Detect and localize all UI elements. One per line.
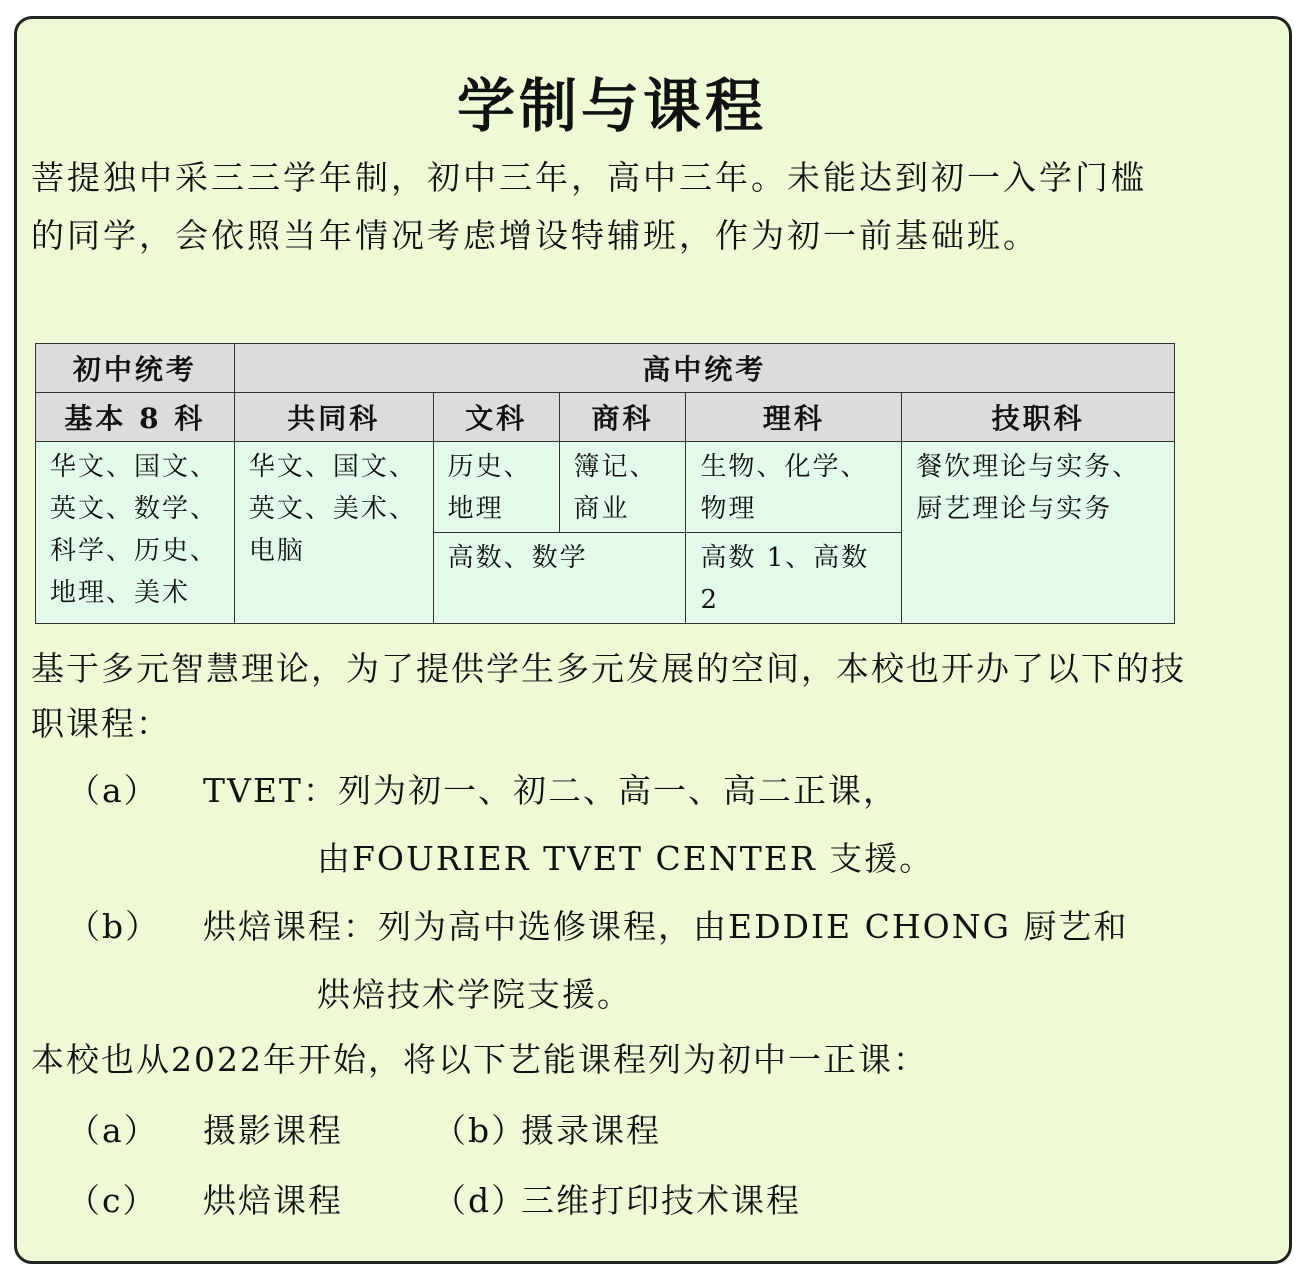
arts-item-d-label: （d） [433,1181,527,1220]
arts-subjects-cell: 历史、地理 [433,442,559,533]
science-shared-cell: 高数 1、高数 2 [686,533,902,624]
vocational-item-b-label: （b） [67,907,161,946]
junior-exam-header: 初中统考 [36,344,235,393]
vocational-item-b-text-cont: 烘焙技术学院支援。 [317,975,632,1014]
table-row [36,442,1175,533]
vocational-subjects-cell: 餐饮理论与实务、厨艺理论与实务 [902,442,1175,624]
arts-item-b-label: （b） [433,1111,527,1150]
vocational-item-a-label: （a） [67,771,159,810]
commerce-stream-header: 商科 [559,393,686,442]
content-card [14,16,1292,1264]
page-title: 学制与课程 [456,72,767,140]
vocational-item-a-text: TVET：列为初一、初二、高一、高二正课， [203,771,898,810]
arts-item-d-name: 三维打印技术课程 [521,1181,801,1220]
commerce-subjects-cell: 簿记、商业 [559,442,686,533]
science-stream-header: 理科 [686,393,902,442]
arts-item-b-name: 摄录课程 [521,1111,661,1150]
arts-item-a-name: 摄影课程 [203,1111,343,1150]
arts-stream-header: 文科 [433,393,559,442]
basic-subjects-header: 基本 8 科 [36,393,235,442]
arts-commerce-shared-cell: 高数、数学 [433,533,686,624]
curriculum-table [35,343,1175,624]
vocational-item-a-text-cont: 由FOURIER TVET CENTER 支援。 [317,839,935,878]
common-subjects-cell: 华文、国文、英文、美术、电脑 [234,442,433,624]
vocational-item-b-text: 烘焙课程：列为高中选修课程，由EDDIE CHONG 厨艺和 [203,907,1129,946]
intro-paragraph: 菩提独中采三三学年制，初中三年，高中三年。未能达到初一入学门槛的同学，会依照当年情况考虑增设特辅班，作为初一前基础班。 [31,158,1147,255]
table-subheader-row [36,393,1175,442]
arts-intro-paragraph: 本校也从2022年开始，将以下艺能课程列为初中一正课： [31,1040,928,1079]
table-header-row [36,344,1175,393]
common-subjects-header: 共同科 [234,393,433,442]
junior-subjects-cell: 华文、国文、英文、数学、科学、历史、地理、美术 [36,442,235,624]
vocational-stream-header: 技职科 [902,393,1175,442]
vocational-intro-paragraph: 基于多元智慧理论，为了提供学生多元发展的空间，本校也开办了以下的技职课程： [31,649,1186,743]
science-subjects-cell: 生物、化学、物理 [686,442,902,533]
arts-item-a-label: （a） [67,1111,159,1150]
arts-item-c-label: （c） [67,1181,158,1220]
senior-exam-header: 高中统考 [234,344,1174,393]
arts-item-c-name: 烘焙课程 [203,1181,343,1220]
